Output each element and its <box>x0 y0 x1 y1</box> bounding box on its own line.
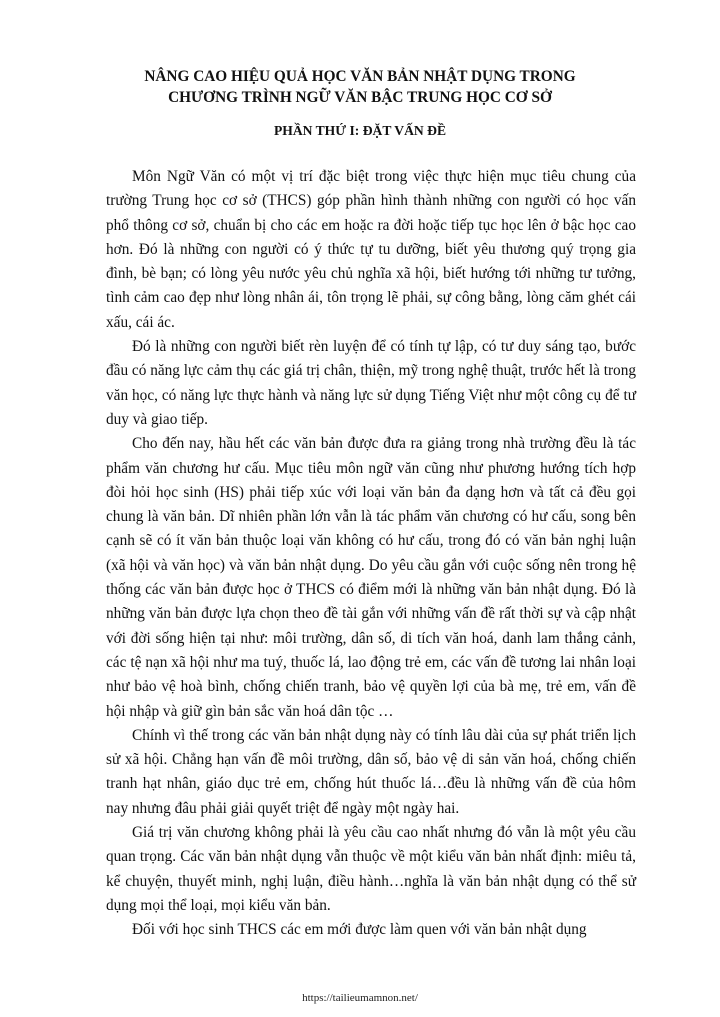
footer-url[interactable]: https://tailieumamnon.net/ <box>302 992 418 1004</box>
paragraph-4: Chính vì thế trong các văn bản nhật dụng này có tính lâu dài của sự phát triển lịch sử xã hội. Chẳng hạn vấn đề môi trường, dân số, bảo vệ di sản văn hoá, chống chiến tranh hạt nhân, giáo dục trẻ em, chống hút thuốc lá…đều là những vấn đề của hôm nay nhưng đâu phải giải quyết triệt để ngày một ngày hai. <box>106 726 636 817</box>
paragraph-3: Cho đến nay, hầu hết các văn bản được đưa ra giảng trong nhà trường đều là tác phẩm văn chương hư cấu. Mục tiêu môn ngữ văn cũng như phương hướng tích hợp đòi hỏi học sinh (HS) phải tiếp xúc với loại văn bản đa dạng hơn và tất cả đều gọi chung là văn bản. Dĩ nhiên phần lớn vẫn là tác phẩm văn chương có hư cấu, song bên cạnh sẽ có ít văn bản thuộc loại văn không có hư cấu, trong đó có văn bản nghị luận (xã hội và văn học) và văn bản nhật dụng. Do yêu cầu gắn với cuộc sống nên trong hệ thống các văn bản được học ở THCS có điểm mới là những văn bản nhật dụng. Đó là những văn bản được lựa chọn theo đề tài gắn với những vấn đề rất thời sự và cập nhật với đời sống hiện tại như: môi trường, dân số, di tích văn hoá, danh lam thắng cảnh, các tệ nạn xã hội như ma tuý, thuốc lá, lao động trẻ em, các vấn đề tương lai nhân loại như bảo vệ hoà bình, chống chiến tranh, bảo vệ quyền lợi của bà mẹ, trẻ em, vấn đề hội nhập và giữ gìn bản sắc văn hoá dân tộc … <box>106 435 636 720</box>
paragraph-1: Môn Ngữ Văn có một vị trí đặc biệt trong việc thực hiện mục tiêu chung của trường Trung học cơ sở (THCS) góp phần hình thành những con người có học vấn phổ thông cơ sở, chuẩn bị cho các em hoặc ra đời hoặc tiếp tục học lên ở bậc học cao hơn. Đó là những con người có ý thức tự tu dưỡng, biết yêu thương quý trọng gia đình, bè bạn; có lòng yêu nước yêu chủ nghĩa xã hội, biết hướng tới những tư tưởng, tình cảm cao đẹp như lòng nhân ái, tôn trọng lẽ phải, sự công bằng, lòng căm ghét cái xấu, cái ác. <box>106 168 636 331</box>
document-body <box>106 165 636 943</box>
paragraph-5: Giá trị văn chương không phải là yêu cầu cao nhất nhưng đó vẫn là một yêu cầu quan trọng. Các văn bản nhật dụng vẫn thuộc về một kiểu văn bản nhất định: miêu tả, kể chuyện, thuyết minh, nghị luận, điều hành…nghĩa là văn bản nhật dụng có thể sử dụng mọi thể loại, mọi kiểu văn bản. <box>106 824 636 914</box>
title-line-1: NÂNG CAO HIỆU QUẢ HỌC VĂN BẢN NHẬT DỤNG TRONG <box>144 68 576 85</box>
title-line-2: CHƯƠNG TRÌNH NGỮ VĂN BẬC TRUNG HỌC CƠ SỞ <box>168 89 552 106</box>
paragraph-2: Đó là những con người biết rèn luyện để có tính tự lập, có tư duy sáng tạo, bước đầu có năng lực cảm thụ các giá trị chân, thiện, mỹ trong nghệ thuật, trước hết là trong văn học, có năng lực thực hành và năng lực sử dụng Tiếng Việt như một công cụ để tư duy và giao tiếp. <box>106 338 636 428</box>
section-heading: PHẦN THỨ I: ĐẶT VẤN ĐỀ <box>273 123 447 138</box>
paragraph-6: Đối với học sinh THCS các em mới được làm quen với văn bản nhật dụng <box>132 921 587 939</box>
document-title <box>90 66 630 108</box>
